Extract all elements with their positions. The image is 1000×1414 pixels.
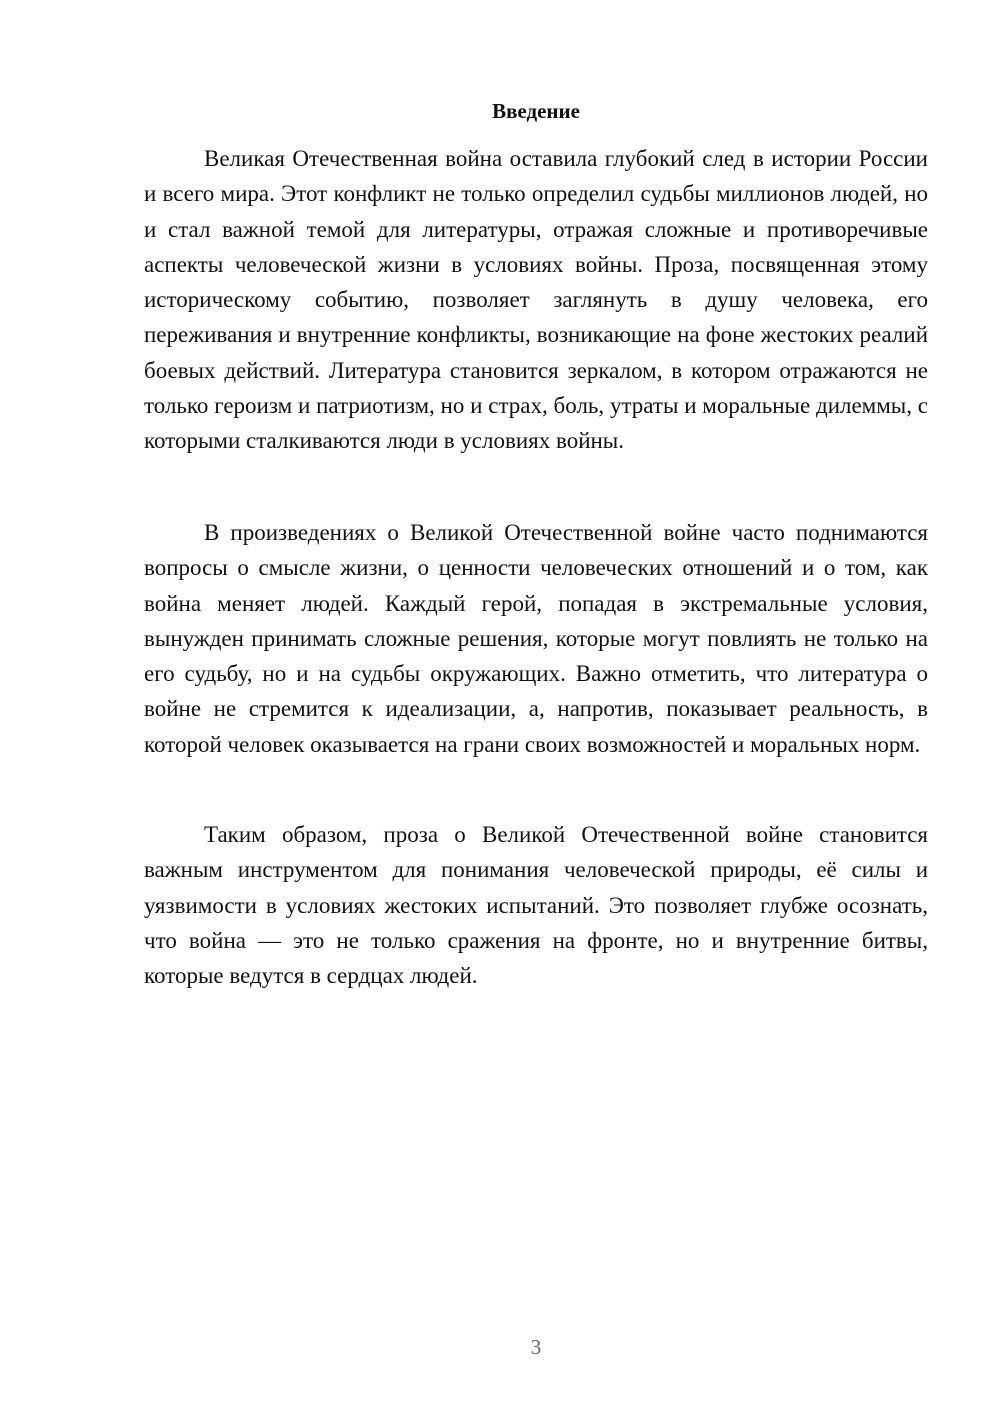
paragraph-3: Таким образом, проза о Великой Отечественной войне становится важным инструментом для понимания человеческой природы, её силы и уязвимости в условиях жестоких испытаний. Это позволяет глубже осознать, что война — это не только сражения на фронте, но и внутренние битвы, которые ведутся в сердцах людей. xyxy=(144,822,928,989)
page-number: 3 xyxy=(530,1335,542,1359)
paragraph-2: В произведениях о Великой Отечественной войне часто поднимаются вопросы о смысле жизни, о ценности человеческих отношений и о том, как война меняет людей. Каждый герой, попадая в экстремальные условия, вынужден принимать сложные решения, которые могут повлиять не только на его судьбу, но и на судьбы окружающих. Важно отметить, что литература о войне не стремится к идеализации, а, напротив, показывает реальность, в которой человек оказывается на грани своих возможностей и моральных норм. xyxy=(144,520,928,757)
paragraph-1: Великая Отечественная война оставила глубокий след в истории России и всего мира. Этот конфликт не только определил судьбы миллионов людей, но и стал важной темой для литературы, отражая сложные и противоречивые аспекты человеческой жизни в условиях войны. Проза, посвященная этому историческому событию, позволяет заглянуть в душу человека, его переживания и внутренние конфликты, возникающие на фоне жестоких реалий боевых действий. Литература становится зеркалом, в котором отражаются не только героизм и патриотизм, но и страх, боль, утраты и моральные дилеммы, с которыми сталкиваются люди в условиях войны. xyxy=(144,146,928,454)
section-title: Введение xyxy=(492,99,580,123)
